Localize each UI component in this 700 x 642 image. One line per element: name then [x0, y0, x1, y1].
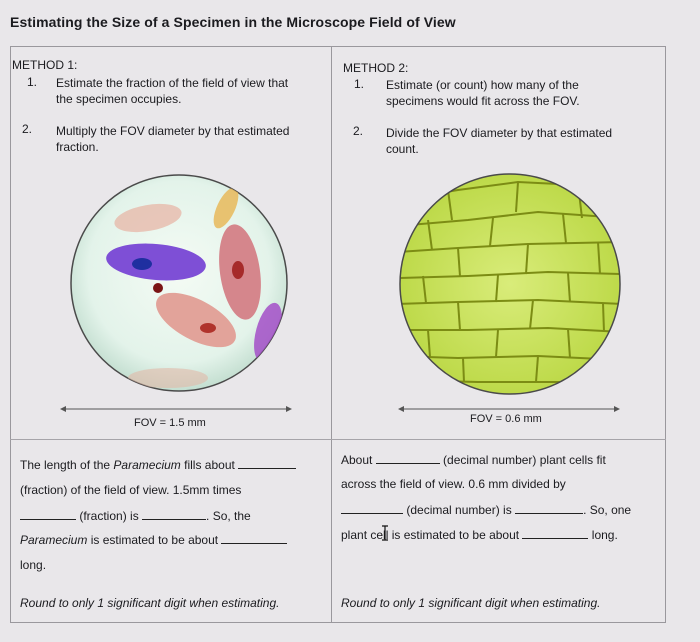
q1-organism: Paramecium — [113, 458, 181, 472]
method2-round-note: Round to only 1 significant digit when estimating. — [341, 596, 601, 610]
quotient-blank[interactable] — [515, 502, 583, 514]
method2-question-line1 — [341, 452, 606, 468]
q4-text: is estimated to be about — [90, 533, 219, 547]
count-repeat-blank[interactable] — [341, 502, 403, 514]
method1-heading: METHOD 1: — [12, 58, 78, 72]
m2q4-text-a: plant cell is estimated to be about — [341, 528, 520, 542]
method2-step2-line2: count. — [386, 142, 419, 156]
method1-question-line5: long. — [20, 558, 47, 572]
method1-step1-line1: Estimate the fraction of the field of view that — [56, 76, 289, 90]
m2q4-text-b: long. — [591, 528, 618, 542]
fov-label-method2: FOV = 0.6 mm — [470, 413, 542, 425]
m2q1-text-b: (decimal number) plant cells fit — [443, 453, 606, 467]
paramecium-length-blank[interactable] — [221, 532, 287, 544]
fraction-repeat-blank[interactable] — [20, 508, 76, 520]
method1-question-line2: (fraction) of the field of view. 1.5mm times — [20, 483, 242, 497]
fov-arrow-method1 — [60, 404, 292, 414]
plant-cell-micrograph — [398, 172, 622, 396]
method2-question-line2: across the field of view. 0.6 mm divided by — [341, 477, 566, 491]
method2-step2-line1: Divide the FOV diameter by that estimated — [386, 126, 613, 140]
row-divider — [10, 439, 666, 440]
column-divider — [331, 46, 332, 623]
fraction-blank[interactable] — [238, 457, 296, 469]
method2-step2-number: 2. — [353, 124, 364, 138]
m2q3-text-a: (decimal number) is — [406, 503, 512, 517]
m2q3-text-b: . So, one — [583, 503, 632, 517]
product-blank[interactable] — [142, 508, 206, 520]
text-cursor-icon — [381, 525, 389, 541]
method2-step1-line1: Estimate (or count) how many of the — [386, 78, 579, 92]
fov-label-method1: FOV = 1.5 mm — [134, 417, 206, 429]
method1-question-line4 — [20, 532, 287, 548]
method1-step1-number: 1. — [27, 75, 38, 89]
method1-question-line1 — [20, 457, 296, 473]
q4-organism: Paramecium — [20, 533, 88, 547]
method1-step1-line2: the specimen occupies. — [56, 92, 182, 106]
page-title: Estimating the Size of a Specimen in the Microscope Field of View — [10, 14, 456, 30]
plant-cell-length-blank[interactable] — [522, 527, 588, 539]
paramecium-micrograph — [68, 172, 290, 394]
method1-step2-line2: fraction. — [56, 140, 99, 154]
q1-text-b: fills about — [184, 458, 235, 472]
q3-text-b: . So, the — [206, 509, 251, 523]
m2q1-text-a: About — [341, 453, 373, 467]
method2-step1-line2: specimens would fit across the FOV. — [386, 94, 580, 108]
method2-heading: METHOD 2: — [343, 61, 409, 75]
q1-text-a: The length of the — [20, 458, 111, 472]
q3-text-a: (fraction) is — [79, 509, 139, 523]
method1-step2-line1: Multiply the FOV diameter by that estimated — [56, 124, 290, 138]
method2-step1-number: 1. — [354, 77, 365, 91]
count-blank[interactable] — [376, 452, 440, 464]
method1-question-line3 — [20, 508, 251, 524]
method1-step2-number: 2. — [22, 122, 33, 136]
method2-question-line3 — [341, 502, 631, 518]
method1-round-note: Round to only 1 significant digit when estimating. — [20, 596, 280, 610]
